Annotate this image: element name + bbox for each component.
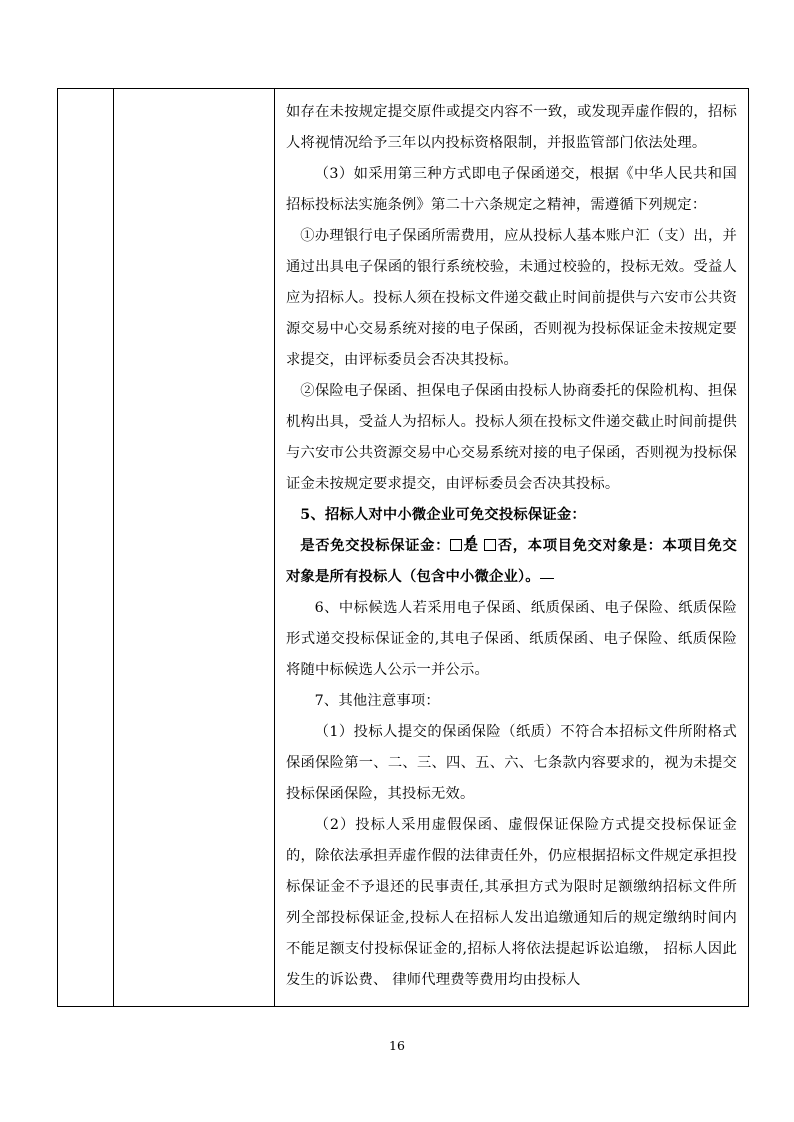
option-yes-label: 是 <box>463 538 479 554</box>
paragraph-method-three: （3）如采用第三种方式即电子保函递交，根据《中华人民共和国招标投标法实施条例》第二十六条规定之精神，需遵循下列规定： <box>286 166 737 213</box>
page-number: 16 <box>389 1038 405 1053</box>
exempt-question-label: 是否免交投标保证金： <box>300 538 451 554</box>
content-table <box>57 88 749 1007</box>
exempt-answer-text: ，本项目免交对象是：本项目免交对象是所有投标人（包含中小微企业）。 <box>286 538 737 585</box>
blank-underline <box>540 578 554 579</box>
cell-body <box>275 89 748 1006</box>
paragraph-insurance-guarantee: ②保险电子保函、担保电子保函由投标人协商委托的保险机构、担保机构出具，受益人为招标人。投标人须在投标文件递交截止时间前提供与六安市公共资源交易中心交易系统对接的电子保函，否则视为投标保证金未按规定要求提交，由评标委员会否决其投标。 <box>286 383 737 492</box>
table-cell-column-c <box>275 89 749 1007</box>
item-7-sub-1: （1）投标人提交的保函保险（纸质）不符合本招标文件所附格式保函保险第一、二、三、四、五、六、七条款内容要求的，视为未提交投标保函保险，其投标无效。 <box>286 724 737 802</box>
paragraph-bank-guarantee: ①办理银行电子保函所需费用，应从投标人基本账户汇（支）出，并通过出具电子保函的银行系统校验，未通过校验的，投标无效。受益人应为招标人。投标人须在投标文件递交截止时间前提供与六安市公共资源交易中心交易系统对接的电子保函，否则视为投标保证金未按规定要求提交，由评标委员会否决其投标。 <box>286 228 737 368</box>
item-7-heading: 7、其他注意事项： <box>314 693 440 709</box>
section-5-heading: 5、招标人对中小微企业可免交投标保证金： <box>300 507 586 523</box>
checkbox-no[interactable] <box>484 539 496 551</box>
option-no-label: 否 <box>497 538 513 554</box>
table-row <box>58 89 749 1007</box>
paragraph-continuation: 如存在未按规定提交原件或提交内容不一致，或发现弄虚作假的，招标人将视情况给予三年以内投标资格限制，并报监管部门依法处理。 <box>286 104 737 151</box>
table-cell-column-a <box>58 89 114 1007</box>
checkbox-yes[interactable] <box>450 539 462 551</box>
item-6-paragraph: 6、中标候选人若采用电子保函、纸质保函、电子保险、纸质保险形式递交投标保证金的,其电子保函、纸质保函、电子保险、纸质保险将随中标候选人公示一并公示。 <box>286 600 737 678</box>
table-cell-column-b <box>114 89 275 1007</box>
section-5-answer-line <box>286 531 737 593</box>
item-7-sub-2: （2）投标人采用虚假保函、虚假保证保险方式提交投标保证金的，除依法承担弄虚作假的法律责任外，仍应根据招标文件规定承担投标保证金不予退还的民事责任,其承担方式为限时足额缴纳招标文件所列全部投标保证金,投标人在招标人发出追缴通知后的规定缴纳时间内不能足额支付投标保证金的,招标人将依法提起诉讼追缴， 招标人因此发生的诉讼费、 律师代理费等费用均由投标人 <box>286 817 737 988</box>
